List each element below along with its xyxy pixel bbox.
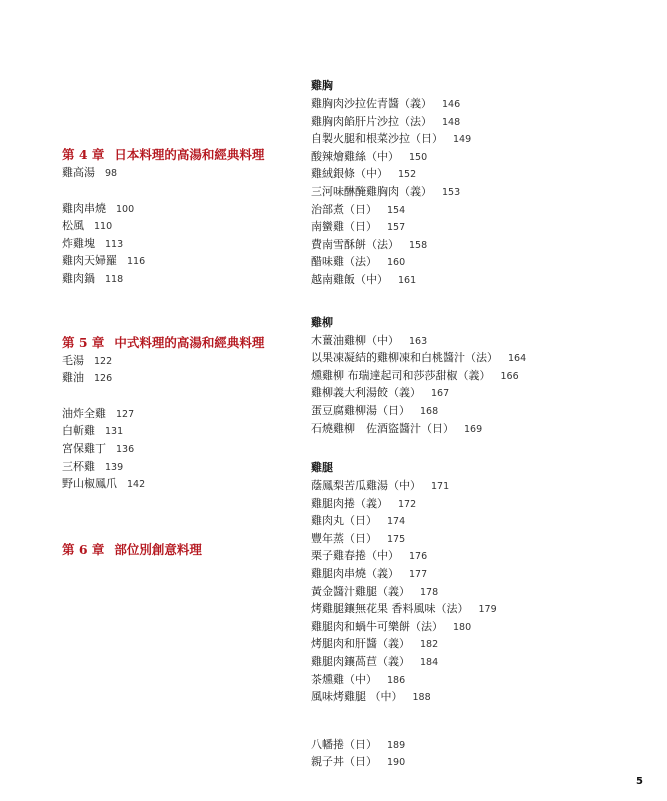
toc-entry: [62, 270, 302, 288]
toc-list: [62, 405, 302, 493]
toc-entry-title: 油炸全雞: [62, 406, 106, 420]
toc-entry: [311, 236, 656, 254]
toc-entry: [62, 164, 302, 182]
toc-entry-page: 163: [409, 335, 428, 347]
toc-entry-page: 178: [420, 586, 439, 598]
chapter-4-heading: [62, 146, 302, 164]
toc-entry: [311, 384, 656, 402]
toc-entry-title: 野山椒鳳爪: [62, 477, 117, 491]
toc-entry-title: 酸辣燴雞絲（中）: [311, 149, 399, 163]
toc-entry: [62, 440, 302, 458]
toc-entry-title: 白斬雞: [62, 424, 95, 438]
toc-entry: [311, 512, 656, 530]
toc-entry-page: 98: [105, 168, 118, 179]
toc-list: [311, 332, 656, 438]
toc-entry-page: 176: [409, 551, 428, 563]
toc-entry-title: 雞肉鍋: [62, 271, 95, 285]
chapter-title: 日本料理的高湯和經典料理: [114, 147, 265, 162]
toc-entry: [311, 349, 656, 367]
toc-entry: [311, 130, 656, 148]
toc-entry: [311, 736, 656, 754]
toc-entry-page: 118: [105, 273, 124, 285]
toc-entry-title: 茶燻雞（中）: [311, 672, 377, 686]
toc-entry-title: 栗子雞春捲（中）: [311, 549, 399, 563]
toc-entry-title: 雞柳義大利湯餃（義）: [311, 386, 421, 400]
toc-entry-title: 雞胸肉沙拉佐青醬（義）: [311, 97, 432, 110]
toc-entry-title: 費南雪酥餅（法）: [311, 237, 399, 251]
toc-entry-page: 110: [94, 221, 113, 233]
toc-list: [62, 164, 302, 182]
section-heading-thigh: 雞腿: [311, 461, 333, 475]
toc-entry-page: 182: [420, 639, 439, 651]
toc-entry-title: 雞肉丸（日）: [311, 514, 377, 528]
toc-entry-page: 136: [116, 443, 135, 455]
toc-entry-page: 100: [116, 203, 135, 215]
toc-entry-title: 雞腿肉串燒（義）: [311, 567, 399, 581]
toc-entry: [311, 367, 656, 385]
toc-entry: [311, 477, 656, 495]
toc-entry-page: 126: [94, 373, 113, 385]
chapter-title: 部位別創意料理: [114, 541, 202, 557]
toc-entry: [311, 618, 656, 636]
toc-entry: [311, 530, 656, 548]
left-column: [62, 146, 302, 559]
toc-list: [62, 200, 302, 288]
toc-entry-page: 149: [453, 134, 472, 146]
toc-entry-page: 189: [387, 739, 406, 751]
toc-entry: [62, 475, 302, 493]
toc-entry: [311, 600, 656, 618]
toc-entry: [62, 405, 302, 423]
toc-entry-title: 雞腿肉和蝸牛可樂餅（法）: [311, 619, 443, 633]
toc-entry-page: 177: [409, 569, 428, 581]
toc-entry: [311, 671, 656, 689]
toc-entry-page: 113: [105, 238, 124, 250]
toc-entry-title: 豐年蒸（日）: [311, 531, 377, 545]
toc-entry-page: 148: [442, 116, 461, 128]
toc-entry-page: 168: [420, 405, 439, 417]
toc-entry-title: 雞絨銀條（中）: [311, 167, 388, 181]
toc-list: [62, 352, 302, 387]
chapter-6-heading: [62, 541, 302, 559]
toc-entry-title: 宮保雞丁: [62, 441, 106, 455]
toc-entry-title: 治部煮（日）: [311, 202, 377, 216]
section-heading-tenderloin: 雞柳: [311, 315, 333, 329]
toc-entry-page: 158: [409, 239, 428, 251]
toc-entry-page: 161: [398, 274, 417, 286]
toc-entry-title: 以果凍凝結的雞柳凍和白桃醬汁（法）: [311, 351, 498, 365]
chapter-title: 中式料理的高湯和經典料理: [114, 334, 265, 350]
toc-entry: [311, 495, 656, 513]
toc-entry-page: 171: [431, 481, 450, 493]
chapter-number: 第 6 章: [62, 541, 105, 557]
toc-entry: [62, 369, 302, 387]
toc-entry-title: 炸雞塊: [62, 236, 95, 250]
toc-entry: [311, 420, 656, 438]
toc-entry: [62, 235, 302, 253]
toc-entry-title: 木薑油雞柳（中）: [311, 333, 399, 347]
toc-entry: [311, 271, 656, 289]
toc-entry-page: 152: [398, 169, 417, 181]
toc-entry-title: 八幡捲（日）: [311, 737, 377, 751]
toc-entry-page: 172: [398, 498, 417, 510]
toc-entry: [311, 95, 656, 113]
toc-entry-page: 122: [94, 355, 113, 367]
toc-entry-page: 146: [442, 99, 461, 110]
toc-entry-title: 雞腿肉捲（義）: [311, 496, 388, 510]
toc-entry-page: 116: [127, 256, 146, 268]
toc-entry-title: 雞腿肉鑲萵苣（義）: [311, 655, 410, 669]
toc-entry: [62, 458, 302, 476]
toc-entry-page: 190: [387, 757, 406, 769]
toc-entry-title: 石燒雞柳 佐酒盜醬汁（日）: [311, 421, 454, 435]
toc-entry: [311, 201, 656, 219]
toc-entry-title: 三河味醂醃雞胸肉（義）: [311, 184, 432, 198]
toc-entry-title: 南蠻雞（日）: [311, 220, 377, 234]
toc-entry-page: 142: [127, 479, 146, 491]
section-heading-breast: 雞胸: [311, 79, 333, 92]
toc-entry-title: 烤雞腿鑲無花果 香料風味（法）: [311, 602, 469, 616]
toc-entry: [62, 422, 302, 440]
chapter-number: 第 4 章: [62, 147, 105, 162]
toc-entry-page: 131: [105, 426, 124, 438]
toc-entry-title: 烤腿肉和肝醬（義）: [311, 637, 410, 651]
toc-entry: [311, 583, 656, 601]
toc-entry: [62, 200, 302, 218]
toc-entry-page: 175: [387, 533, 406, 545]
toc-entry: [311, 688, 656, 706]
toc-list: [311, 95, 656, 289]
toc-entry-title: 燻雞柳 布瑞達起司和莎莎甜椒（義）: [311, 368, 491, 382]
right-column: [311, 77, 656, 771]
toc-entry-page: 139: [105, 461, 124, 473]
toc-entry-page: 157: [387, 222, 406, 234]
toc-entry-page: 184: [420, 657, 439, 669]
toc-entry-page: 150: [409, 151, 428, 163]
toc-entry-page: 160: [387, 257, 406, 269]
toc-entry: [311, 547, 656, 565]
toc-entry: [311, 753, 656, 771]
toc-entry-title: 風味烤雞腿 （中）: [311, 690, 403, 704]
toc-entry-title: 松風: [62, 219, 84, 233]
toc-entry-title: 自製火腿和根菜沙拉（日）: [311, 132, 443, 146]
toc-entry-title: 雞胸肉餡肝片沙拉（法）: [311, 114, 432, 128]
toc-entry-title: 三杯雞: [62, 459, 95, 473]
toc-entry: [311, 218, 656, 236]
toc-entry-page: 186: [387, 674, 406, 686]
toc-entry-page: 154: [387, 204, 406, 216]
toc-entry-page: 164: [508, 353, 527, 365]
toc-entry: [311, 402, 656, 420]
toc-entry: [311, 635, 656, 653]
toc-entry: [311, 183, 656, 201]
toc-entry-title: 雞肉天婦羅: [62, 254, 117, 268]
toc-entry-page: 153: [442, 186, 461, 198]
toc-entry-page: 179: [478, 604, 497, 616]
toc-entry-page: 166: [500, 370, 519, 382]
toc-entry: [311, 113, 656, 131]
toc-entry-page: 167: [431, 388, 450, 400]
toc-list: [311, 477, 656, 706]
toc-entry: [62, 252, 302, 270]
toc-entry-title: 蔭鳳梨苦瓜雞湯（中）: [311, 479, 421, 493]
toc-entry-title: 雞高湯: [62, 166, 95, 179]
toc-entry-title: 雞肉串燒: [62, 201, 106, 215]
toc-list: [311, 736, 656, 771]
toc-entry-page: 169: [464, 423, 483, 435]
toc-entry-page: 174: [387, 516, 406, 528]
toc-entry: [311, 148, 656, 166]
toc-entry: [311, 332, 656, 350]
toc-entry-page: 180: [453, 621, 472, 633]
toc-entry-title: 雞油: [62, 371, 84, 385]
toc-entry-title: 蛋豆腐雞柳湯（日）: [311, 403, 410, 417]
toc-entry: [311, 565, 656, 583]
toc-entry-page: 188: [412, 692, 431, 704]
toc-entry: [311, 165, 656, 183]
toc-entry: [62, 352, 302, 370]
toc-entry-title: 黃金醬汁雞腿（義）: [311, 584, 410, 598]
toc-entry-title: 越南雞飯（中）: [311, 272, 388, 286]
toc-entry-title: 醋味雞（法）: [311, 255, 377, 269]
toc-entry-page: 127: [116, 408, 135, 420]
chapter-5-heading: [62, 334, 302, 352]
toc-entry: [311, 253, 656, 271]
toc-entry-title: 毛湯: [62, 353, 84, 367]
toc-entry-title: 親子丼（日）: [311, 755, 377, 769]
toc-entry: [62, 217, 302, 235]
chapter-number: 第 5 章: [62, 334, 105, 350]
toc-entry: [311, 653, 656, 671]
page-number: 5: [636, 776, 643, 787]
